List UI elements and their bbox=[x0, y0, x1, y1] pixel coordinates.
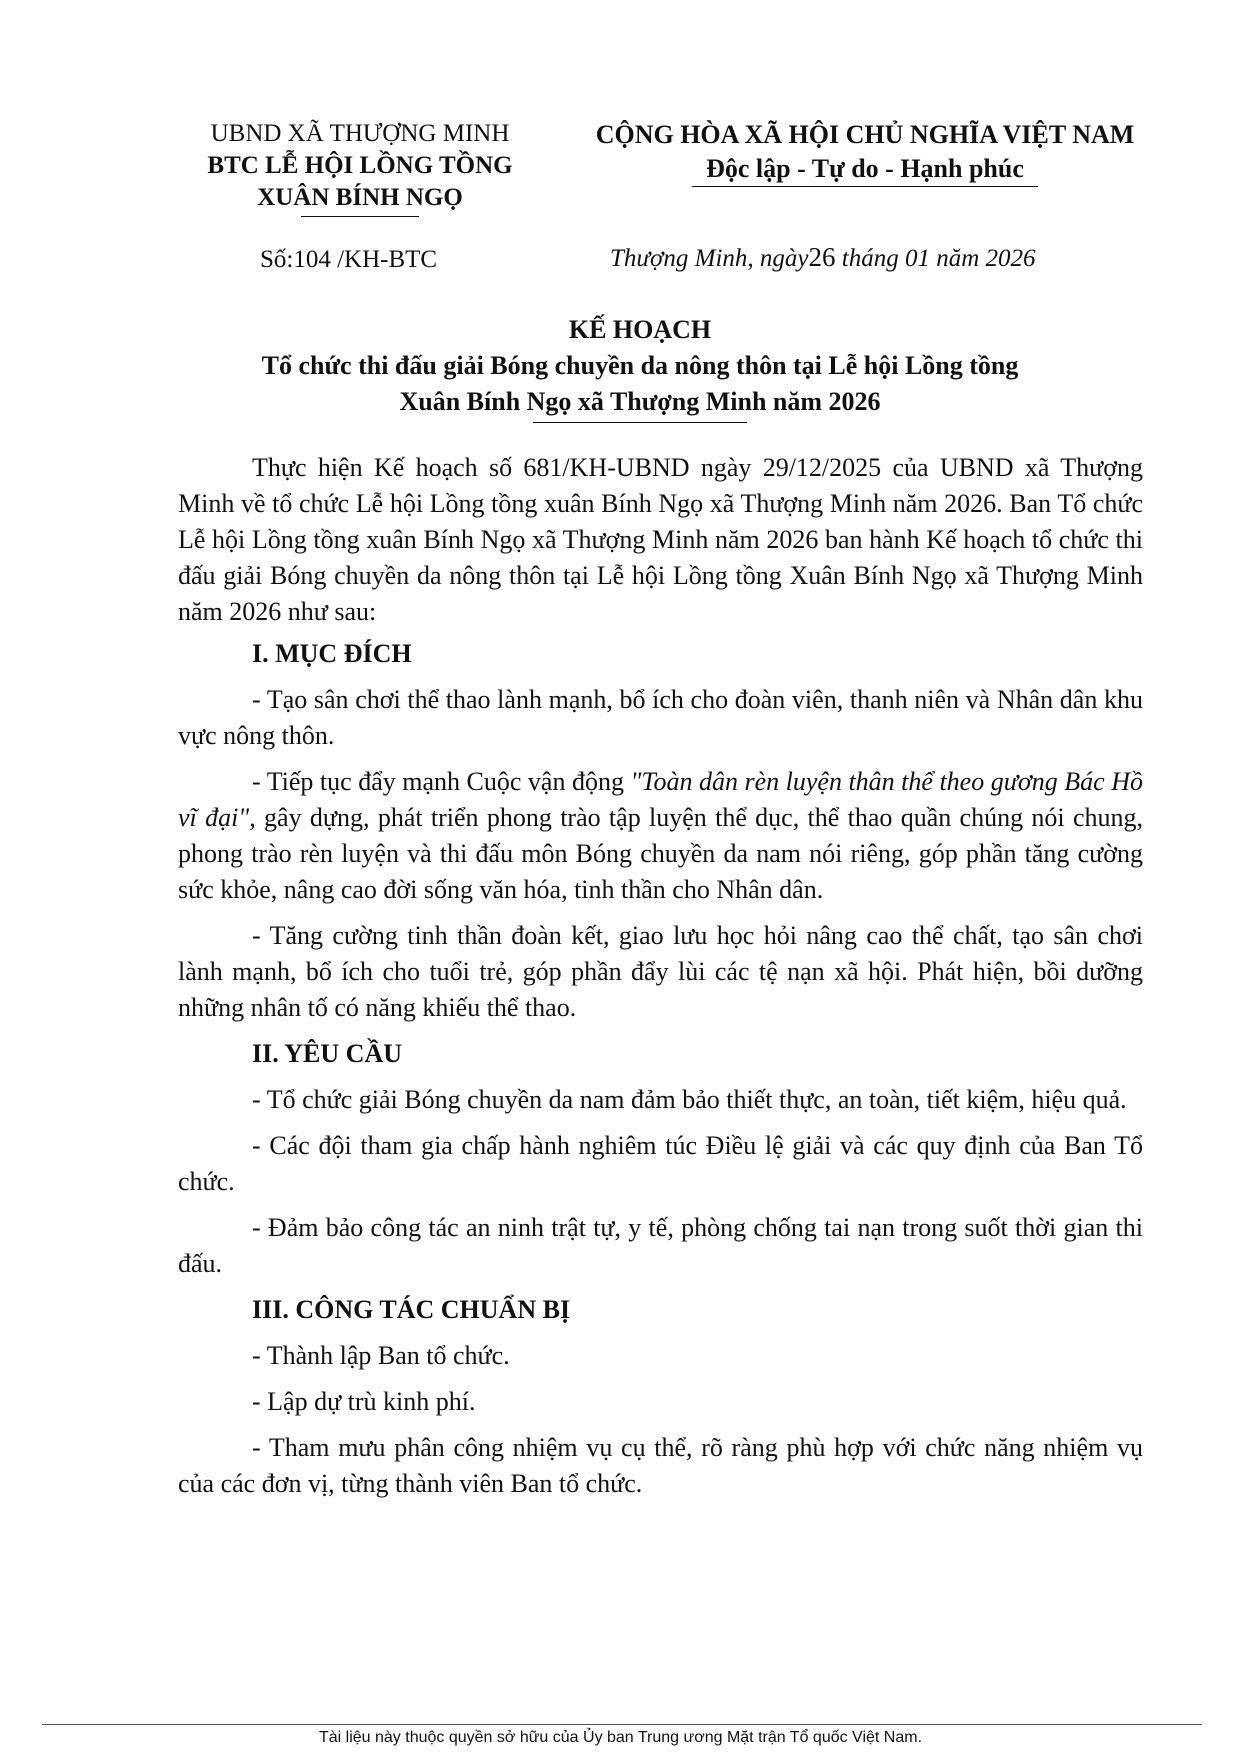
campaign-quote: "Toàn dân rèn luyện thân thể theo gương Bác Hồ vĩ đại", bbox=[178, 767, 1143, 832]
section-2-item: - Đảm bảo công tác an ninh trật tự, y tế, phòng chống tai nạn trong suốt thời gian thi đấu. bbox=[178, 1213, 1143, 1278]
issuer-underline bbox=[301, 216, 419, 217]
national-title: CỘNG HÒA XÃ HỘI CHỦ NGHĨA VIỆT NAM bbox=[595, 120, 1135, 149]
section-2-item: - Các đội tham gia chấp hành nghiêm túc Điều lệ giải và các quy định của Ban Tổ chức. bbox=[178, 1131, 1143, 1196]
title-line-2: Tổ chức thi đấu giải Bóng chuyền da nông thôn tại Lễ hội Lồng tồng bbox=[261, 351, 1019, 380]
footer-divider bbox=[42, 1724, 1202, 1725]
section-3-heading: III. CÔNG TÁC CHUẨN BỊ bbox=[252, 1295, 571, 1324]
motto-underline bbox=[692, 186, 1038, 187]
section-3-item: - Thành lập Ban tổ chức. bbox=[252, 1341, 510, 1370]
section-1-item: - Tạo sân chơi thể thao lành mạnh, bổ ích cho đoàn viên, thanh niên và Nhân dân khu vực nông thôn. bbox=[178, 685, 1143, 750]
title-line-3: Xuân Bính Ngọ xã Thượng Minh năm 2026 bbox=[399, 387, 881, 416]
title-main: KẾ HOẠCH bbox=[568, 315, 712, 344]
issuer-block bbox=[190, 118, 530, 217]
section-2-item: - Tổ chức giải Bóng chuyền da nam đảm bảo thiết thực, an toàn, tiết kiệm, hiệu quả. bbox=[252, 1085, 1127, 1114]
national-motto: Độc lập - Tự do - Hạnh phúc bbox=[706, 154, 1024, 183]
section-1-heading: I. MỤC ĐÍCH bbox=[252, 639, 412, 668]
issuer-line-3: XUÂN BÍNH NGỌ bbox=[257, 184, 463, 211]
section-1-item: - Tiếp tục đẩy mạnh Cuộc vận động "Toàn dân rèn luyện thân thể theo gương Bác Hồ vĩ đại", gây dựng, phát triển phong trào tập luyện thể dục, thể thao quần chúng nói chung, phong trào rèn luyện và thi đấu môn Bóng chuyền da nam nói riêng, góp phần tăng cường sức khỏe, nâng cao đời sống văn hóa, tinh thần cho Nhân dân. bbox=[178, 767, 1144, 904]
section-3-item: - Lập dự trù kinh phí. bbox=[252, 1387, 476, 1416]
document-date: Thượng Minh, ngày26 tháng 01 năm 2026 bbox=[610, 242, 1036, 272]
date-day: 26 bbox=[808, 242, 836, 272]
footer-notice: Tài liệu này thuộc quyền sở hữu của Ủy ban Trung ương Mặt trận Tổ quốc Việt Nam. bbox=[318, 1729, 923, 1746]
document-number: Số:104 /KH-BTC bbox=[260, 246, 438, 273]
issuer-line-1: UBND XÃ THƯỢNG MINH bbox=[210, 120, 510, 147]
document-body bbox=[178, 450, 1143, 1512]
title-underline bbox=[533, 422, 747, 423]
issuer-line-2: BTC LỄ HỘI LỒNG TỒNG bbox=[207, 152, 513, 179]
section-1-item: - Tăng cường tinh thần đoàn kết, giao lưu học hỏi nâng cao thể chất, tạo sân chơi lành mạnh, bổ ích cho tuổi trẻ, góp phần đẩy lùi các tệ nạn xã hội. Phát hiện, bồi dưỡng những nhân tố có năng khiếu thể thao. bbox=[178, 921, 1143, 1022]
intro-paragraph: Thực hiện Kế hoạch số 681/KH-UBND ngày 29/12/2025 của UBND xã Thượng Minh về tổ chức Lễ hội Lồng tồng xuân Bính Ngọ xã Thượng Minh năm 2026. Ban Tổ chức Lễ hội Lồng tồng xuân Bính Ngọ xã Thượng Minh năm 2026 ban hành Kế hoạch tổ chức thi đấu giải Bóng chuyền da nông thôn tại Lễ hội Lồng tồng Xuân Bính Ngọ xã Thượng Minh năm 2026 như sau: bbox=[178, 453, 1143, 626]
section-3-item: - Tham mưu phân công nhiệm vụ cụ thể, rõ ràng phù hợp với chức năng nhiệm vụ của các đơn vị, từng thành viên Ban tổ chức. bbox=[178, 1433, 1143, 1498]
national-motto-block bbox=[570, 118, 1160, 187]
document-title bbox=[180, 312, 1100, 423]
section-2-heading: II. YÊU CẦU bbox=[252, 1039, 402, 1068]
